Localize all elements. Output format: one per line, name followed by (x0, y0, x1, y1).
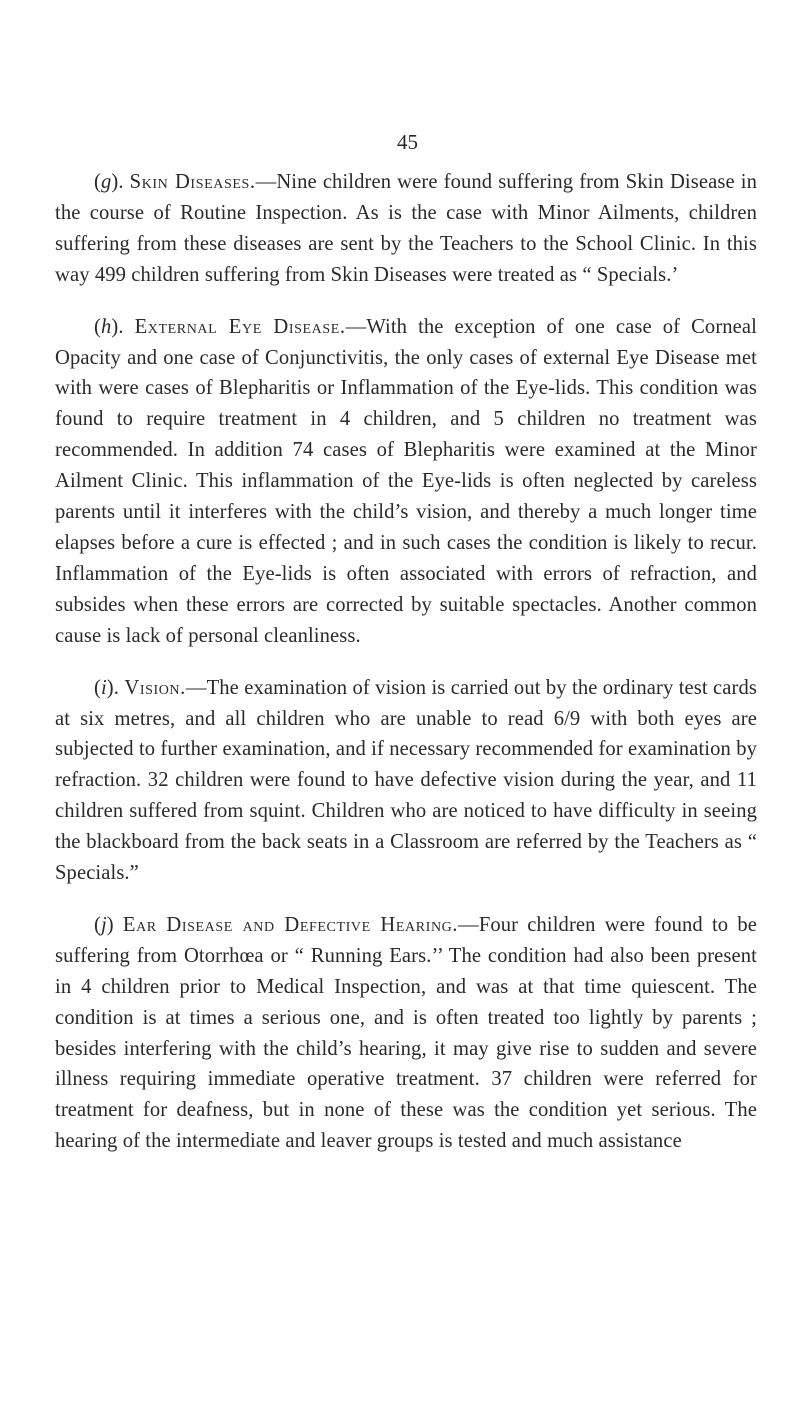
paragraph-label: g (100, 171, 112, 193)
paragraph-external-eye-disease: (h). External Eye Disease.—With the exception of one case of Corneal Opacity and one case of Conjunctivitis, the only cases of external Eye Disease met with were cases of Blepharitis or Inflammation of the Eye-lids. This condition was found to require treatment in 4 children, and 5 children no treatment was recommended. In addition 74 cases of Blepharitis were examined at the Minor Ailment Clinic. This inflammation of the Eye-lids is often neglected by careless parents until it interferes with the child’s vision, and thereby a much longer time elapses before a cure is effected ; and in such cases the condition is likely to recur. Inflammation of the Eye-lids is often associated with errors of refraction, and subsides when these errors are corrected by suitable spectacles. Another common cause is lack of personal cleanliness. (55, 315, 757, 647)
paragraph-vision: (i). Vision.—The examination of vision is carried out by the ordinary test cards at six metres, and all children who are unable to read 6/9 with both eyes are subjected to further examination, and if necessary recommended for examination by refraction. 32 children were found to have defective vision during the year, and 11 children suffered from squint. Children who are noticed to have difficulty in seeing the blackboard from the back seats in a Classroom are referred by the Teachers as “ Specials.” (55, 676, 757, 885)
paragraph-heading: Skin Diseases. (129, 171, 256, 193)
paragraph-heading: External Eye Disease. (134, 315, 346, 338)
page-number: 45 (397, 130, 418, 154)
paragraph-heading: Ear Disease and Defective Hearing. (122, 913, 459, 936)
paragraph-heading: Vision. (124, 676, 186, 699)
body-text (55, 167, 757, 1178)
paragraph-skin-diseases: (g). Skin Diseases.—Nine children were found suffering from Skin Disease in the course of Routine Inspection. As is the case with Minor Ailments, children suffering from these diseases are sent by the Teachers to the School Clinic. In this way 499 children suffering from Skin Diseases were treated as “ Specials.’ (55, 171, 757, 286)
paragraph-body: —The examination of vision is carried out by the ordinary test cards at six metres, and all children who are unable to read 6/9 with both eyes are subjected to further examination, and if necessary recommended for examination by refraction. 32 children were found to have defective vision during the year, and 11 children suffered from squint. Children who are noticed to have difficulty in seeing the blackboard from the back seats in a Classroom are referred by the Teachers as “ Specials.” (55, 676, 757, 885)
paragraph-label: i (100, 676, 107, 699)
paragraph-body: —Four children were found to be suffering from Otorrhœa or “ Running Ears.’’ The condition had also been present in 4 children prior to Medical Inspection, and was at that time quiescent. The condition is at times a serious one, and is often treated too lightly by parents ; besides interfering with the child’s hearing, it may give rise to sudden and severe illness requiring immediate operative treatment. 37 children were referred for treatment for deafness, but in none of these was the condition yet serious. The hearing of the intermediate and leaver groups is tested and much assistance (55, 913, 757, 1153)
paragraph-body: —With the exception of one case of Corneal Opacity and one case of Conjunctivitis, the only cases of external Eye Disease met with were cases of Blepharitis or Inflammation of the Eye-lids. This condition was found to require treatment in 4 children, and 5 children no treatment was recommended. In addition 74 cases of Blepharitis were examined at the Minor Ailment Clinic. This inflammation of the Eye-lids is often neglected by careless parents until it interferes with the child’s vision, and thereby a much longer time elapses before a cure is effected ; and in such cases the condition is likely to recur. Inflammation of the Eye-lids is often associated with errors of refraction, and subsides when these errors are corrected by suitable spectacles. Another common cause is lack of personal cleanliness. (55, 315, 757, 647)
paragraph-label: j (100, 913, 107, 936)
paragraph-ear-disease: (j) Ear Disease and Defective Hearing.—Four children were found to be suffering from Otorrhœa or “ Running Ears.’’ The condition had also been present in 4 children prior to Medical Inspection, and was at that time quiescent. The condition is at times a serious one, and is often treated too lightly by parents ; besides interfering with the child’s hearing, it may give rise to sudden and severe illness requiring immediate operative treatment. 37 children were referred for treatment for deafness, but in none of these was the condition yet serious. The hearing of the intermediate and leaver groups is tested and much assistance (55, 913, 757, 1153)
paragraph-label: h (100, 315, 112, 338)
paragraph-body: —Nine children were found suffering from Skin Disease in the course of Routine Inspection. As is the case with Minor Ailments, children suffering from these diseases are sent by the Teachers to the School Clinic. In this way 499 children suffering from Skin Diseases were treated as “ Specials.’ (55, 171, 757, 286)
